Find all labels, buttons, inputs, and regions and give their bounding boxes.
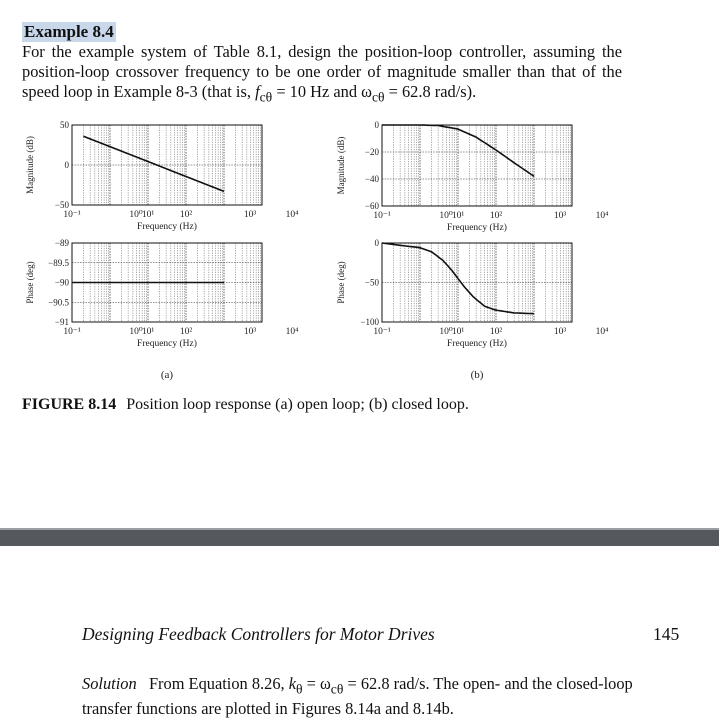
y-tick-label: −40 bbox=[364, 174, 379, 184]
y-axis-label: Magnitude (dB) bbox=[25, 136, 35, 194]
y-tick-label: 50 bbox=[60, 120, 69, 130]
w-value: = 62.8 rad/s). bbox=[384, 82, 477, 101]
open-loop-magnitude-plot bbox=[72, 125, 262, 205]
y-tick-label: 0 bbox=[64, 160, 69, 170]
x-axis-label: Frequency (Hz) bbox=[447, 339, 507, 349]
f-symbol: f bbox=[255, 82, 260, 101]
y-axis-label: Phase (deg) bbox=[25, 261, 35, 304]
figure-caption bbox=[22, 396, 469, 414]
y-tick-label: −20 bbox=[364, 147, 379, 157]
bode-plots bbox=[0, 112, 719, 402]
closed-loop-phase-plot bbox=[382, 243, 572, 322]
y-tick-label: 0 bbox=[374, 120, 379, 130]
x-tick-label: 10⁰ bbox=[439, 211, 453, 221]
x-tick-label: 10³ bbox=[553, 211, 567, 221]
x-tick-label: 10⁰ bbox=[129, 327, 143, 337]
y-tick-label: −89.5 bbox=[48, 257, 69, 268]
x-axis-label: Frequency (Hz) bbox=[137, 222, 197, 232]
figure-8-14 bbox=[0, 112, 719, 402]
f-sub: cθ bbox=[259, 89, 273, 105]
x-tick-label: 10¹ bbox=[141, 327, 155, 337]
x-tick-label: 10⁻¹ bbox=[373, 211, 391, 221]
k-symbol: k bbox=[288, 674, 296, 693]
x-tick-label: 10³ bbox=[243, 327, 257, 337]
running-head: Designing Feedback Controllers for Motor Drives bbox=[82, 624, 435, 644]
open-loop-phase-plot bbox=[72, 243, 262, 322]
y-tick-label: −90 bbox=[54, 277, 69, 288]
y-tick-label: −50 bbox=[364, 277, 379, 288]
x-tick-label: 10¹ bbox=[451, 211, 465, 221]
example-body bbox=[22, 42, 622, 107]
sublabel-a: (a) bbox=[160, 369, 174, 381]
x-tick-label: 10⁴ bbox=[595, 211, 609, 221]
x-tick-label: 10² bbox=[489, 211, 503, 221]
y-axis-label: Magnitude (dB) bbox=[336, 136, 346, 195]
x-tick-label: 10⁻¹ bbox=[63, 327, 81, 337]
y-tick-label: −89 bbox=[54, 238, 69, 248]
example-text: For the example system of Table 8.1, design the position-loop controller, assuming the position-loop crossover frequency to be one order of magnitude smaller than that of the speed loop in Example 8-3 (that is, bbox=[22, 42, 622, 101]
x-tick-label: 10³ bbox=[243, 210, 257, 220]
w-symbol: ω bbox=[361, 82, 372, 101]
example-title: Example 8.4 bbox=[24, 22, 114, 41]
caption-label: FIGURE 8.14 bbox=[22, 396, 117, 413]
y-tick-label: −60 bbox=[364, 201, 379, 211]
x-tick-label: 10¹ bbox=[451, 327, 465, 337]
x-axis-label: Frequency (Hz) bbox=[447, 223, 507, 233]
y-tick-label: −91 bbox=[54, 317, 69, 327]
y-tick-label: −100 bbox=[360, 317, 379, 327]
x-tick-label: 10¹ bbox=[141, 210, 155, 220]
solution-text-1: From Equation 8.26, bbox=[148, 674, 289, 693]
x-tick-label: 10⁰ bbox=[439, 327, 453, 337]
page-number: 145 bbox=[653, 624, 680, 644]
solution-paragraph bbox=[82, 674, 682, 719]
x-tick-label: 10² bbox=[489, 327, 503, 337]
x-tick-label: 10⁴ bbox=[285, 327, 299, 337]
k-eq-sub: cθ bbox=[330, 681, 344, 697]
x-axis-label: Frequency (Hz) bbox=[137, 339, 197, 349]
caption-text: Position loop response (a) open loop; (b) closed loop. bbox=[126, 396, 469, 413]
x-tick-label: 10³ bbox=[553, 327, 567, 337]
w-sub: cθ bbox=[371, 89, 385, 105]
f-value: = 10 Hz and bbox=[272, 82, 362, 101]
x-tick-label: 10⁴ bbox=[595, 327, 609, 337]
data-curve bbox=[83, 136, 224, 191]
y-axis-label: Phase (deg) bbox=[336, 261, 346, 304]
y-tick-label: −90.5 bbox=[48, 297, 69, 308]
solution-label: Solution bbox=[82, 674, 137, 693]
x-tick-label: 10² bbox=[179, 210, 193, 220]
closed-loop-magnitude-plot bbox=[382, 125, 572, 206]
x-tick-label: 10⁴ bbox=[285, 210, 299, 220]
y-tick-label: −50 bbox=[54, 200, 69, 210]
x-tick-label: 10² bbox=[179, 327, 193, 337]
y-tick-label: 0 bbox=[374, 238, 379, 248]
page-break-bar bbox=[0, 528, 719, 546]
sublabel-b: (b) bbox=[470, 369, 484, 381]
k-eq: = ω bbox=[302, 674, 331, 693]
x-tick-label: 10⁰ bbox=[129, 210, 143, 220]
x-tick-label: 10⁻¹ bbox=[373, 327, 391, 337]
x-tick-label: 10⁻¹ bbox=[63, 210, 81, 220]
solution-text-2: = 62.8 rad/s. The open- and the closed-loop transfer functions are plotted in Figures 8.14a and 8.14b. bbox=[82, 674, 633, 719]
k-sub: θ bbox=[296, 681, 303, 697]
